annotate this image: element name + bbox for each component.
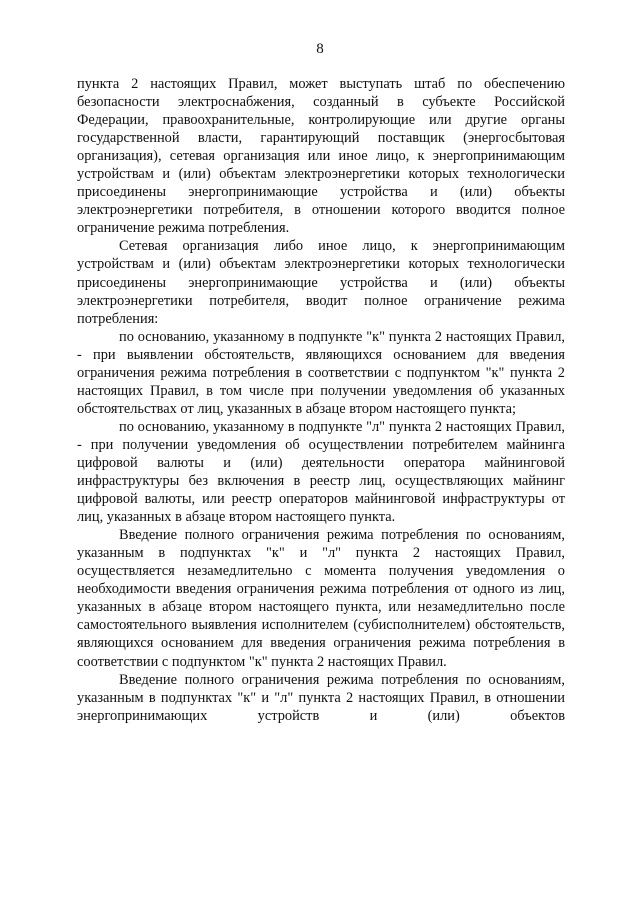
paragraph-ground-l: по основанию, указанному в подпункте "л" пункта 2 настоящих Правил, - при получении уведомления об осуществлении потребителем майнинга цифровой валюты и (или) деятельности оператора майнинговой инфраструктуры без включения в реестр лиц, осуществляющих майнинг цифровой валюты, или реестр операторов майнинговой инфраструктуры от лиц, указанных в абзаце втором настоящего пункта.	[77, 418, 565, 526]
paragraph-continues-next-page: Введение полного ограничения режима потребления по основаниям, указанным в подпунктах "к" и "л" пункта 2 настоящих Правил, в отношении энергопринимающих устройств и (или) объектов	[77, 671, 565, 724]
paragraph-network-organization: Сетевая организация либо иное лицо, к энергопринимающим устройствам и (или) объектам электроэнергетики которых технологически присоединены энергопринимающие устройства и (или) объекты электроэнергетики потребителя, вводит полное ограничение режима потребления:	[77, 238, 565, 327]
page-number: 8	[316, 41, 324, 57]
paragraph-ground-k: по основанию, указанному в подпункте "к" пункта 2 настоящих Правил, - при выявлении обстоятельств, являющихся основанием для введения ограничения режима потребления в соответствии с подпунктом "к" пункта 2 настоящих Правил, в том числе при получении уведомления об указанных обстоятельствах от лиц, указанных в абзаце втором настоящего пункта;	[77, 328, 565, 417]
document-body	[77, 75, 565, 725]
paragraph-continuation: пункта 2 настоящих Правил, может выступать штаб по обеспечению безопасности электроснабжения, созданный в субъекте Российской Федерации, правоохранительные, контролирующие или другие органы государственной власти, гарантирующий поставщик (энергосбытовая организация), сетевая организация или иное лицо, к энергопринимающим устройствам и (или) объектам электроэнергетики которых технологически присоединены энергопринимающие устройства и (или) объекты электроэнергетики потребителя, в отношении которого вводится полное ограничение режима потребления.	[77, 76, 565, 237]
paragraph-immediate-introduction: Введение полного ограничения режима потребления по основаниям, указанным в подпунктах "к" и "л" пункта 2 настоящих Правил, осуществляется незамедлительно с момента получения уведомления о необходимости введения ограничения режима потребления от одного из лиц, указанных в абзаце втором настоящего пункта, или незамедлительно после самостоятельного выявления исполнителем (субисполнителем) обстоятельств, являющихся основанием для введения ограничения режима потребления в соответствии с подпунктом "к" пункта 2 настоящих Правил.	[77, 527, 565, 670]
